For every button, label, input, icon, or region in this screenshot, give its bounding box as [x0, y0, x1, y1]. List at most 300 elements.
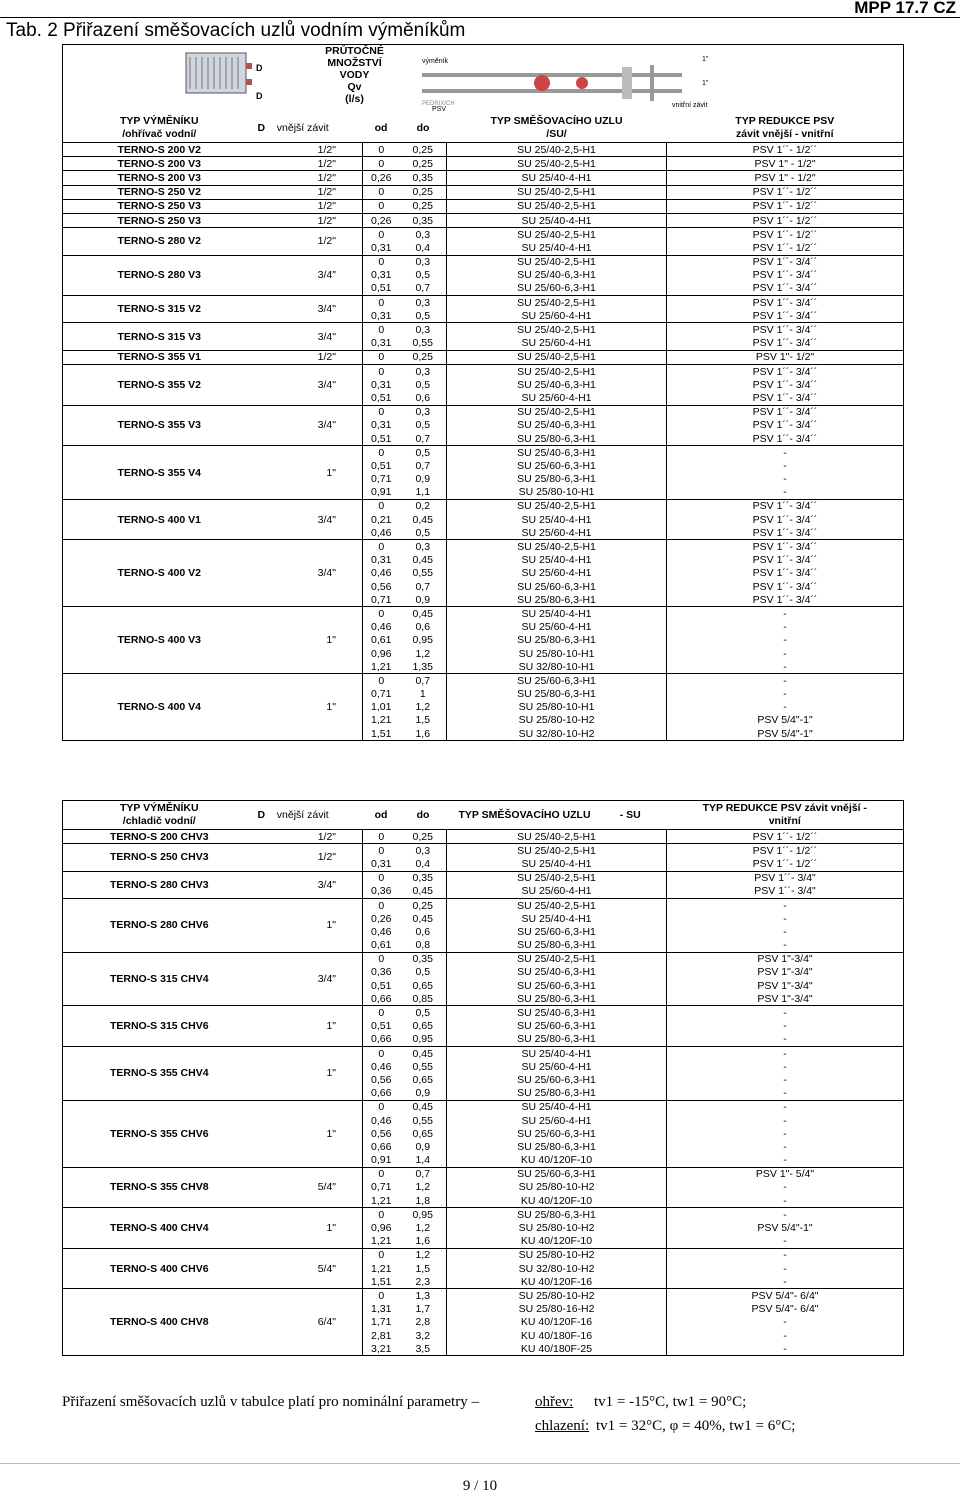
reduction-type: PSV 1´´- 1/2´´ — [667, 844, 904, 858]
mixing-unit-type: SU 25/60-6,3-H1 — [447, 1020, 667, 1033]
exchanger-type: TERNO-S 400 V3 — [63, 607, 256, 674]
flow-from: 0,71 — [363, 473, 400, 486]
exchanger-type: TERNO-S 200 V2 — [63, 143, 256, 157]
thread-size: 1" — [256, 674, 363, 741]
col-reduction-2-line1: TYP REDUKCE PSV závit vnější - — [702, 802, 867, 814]
exchanger-type: TERNO-S 400 CHV6 — [63, 1248, 256, 1289]
thread-size: 1" — [256, 1100, 363, 1167]
thread-size: 1/2" — [256, 228, 363, 255]
flow-from: 0,91 — [363, 486, 400, 500]
thread-size: 1/2" — [256, 171, 363, 185]
mixing-unit-type: KU 40/180F-16 — [447, 1329, 667, 1342]
exchanger-type: TERNO-S 280 V2 — [63, 228, 256, 255]
reduction-type: PSV 1´´- 1/2´´ — [667, 241, 904, 255]
flow-from: 0,31 — [363, 554, 400, 567]
flow-from: 0,51 — [363, 432, 400, 446]
flow-to: 1,4 — [400, 1154, 447, 1168]
reduction-type: - — [667, 446, 904, 460]
image-label-vymenik: výměník — [421, 58, 448, 65]
reduction-type: - — [667, 1154, 904, 1168]
reduction-type: PSV 1"-3/4" — [667, 992, 904, 1006]
mixing-unit-type: SU 25/80-6,3-H1 — [447, 432, 667, 446]
flow-to: 0,3 — [415, 296, 431, 309]
flow-to: 0,25 — [400, 199, 447, 213]
flow-to: 0,45 — [412, 1047, 433, 1060]
flow-to: 0,25 — [400, 157, 447, 171]
exchanger-type: TERNO-S 280 CHV6 — [63, 898, 256, 952]
flow-from: 0 — [363, 674, 400, 688]
flow-to: 0,7 — [415, 580, 431, 593]
flow-to: 0,5 — [415, 269, 431, 282]
mixing-unit-type: SU 25/40-4-H1 — [447, 912, 667, 925]
reduction-type: PSV 1´´- 3/4´´ — [667, 365, 904, 379]
mixing-unit-type: SU 25/60-4-H1 — [447, 567, 667, 580]
flow-to: 0,85 — [400, 992, 447, 1006]
reduction-type: - — [667, 1235, 904, 1249]
reduction-type: PSV 1´´- 1/2´´ — [667, 857, 904, 871]
flow-from: 0,66 — [363, 992, 400, 1006]
table-row — [63, 1047, 904, 1061]
flow-to: 0,45 — [412, 607, 433, 620]
mixing-unit-type: SU 25/80-10-H2 — [447, 1289, 667, 1303]
reduction-type: PSV 1´´- 1/2´´ — [667, 199, 904, 213]
exchanger-type: TERNO-S 355 V2 — [63, 365, 256, 406]
table-row — [63, 171, 904, 185]
flow-to: 0,5 — [400, 526, 447, 540]
mixing-unit-type: SU 25/40-2,5-H1 — [447, 255, 667, 269]
mixing-unit-type: SU 25/80-6,3-H1 — [447, 634, 667, 647]
col-from: od — [363, 114, 400, 143]
flow-to: 0,35 — [412, 953, 433, 966]
image-label-1a: 1" — [701, 56, 708, 63]
flow-to: 0,3 — [415, 365, 431, 378]
thread-size: 3/4" — [256, 952, 363, 1006]
flow-to: 1,2 — [415, 701, 431, 714]
flow-to: 0,8 — [400, 939, 447, 953]
flow-header-line2: MNOŽSTVÍ — [327, 57, 382, 69]
mixing-unit-type: SU 25/80-6,3-H1 — [447, 473, 667, 486]
flow-from: 0 — [363, 365, 400, 379]
reduction-type: PSV 1"-3/4" — [667, 979, 904, 992]
flow-from: 3,21 — [363, 1342, 400, 1356]
table-row — [63, 898, 904, 912]
flow-to: 0,3 — [415, 228, 431, 241]
col-from-2: od — [363, 801, 400, 830]
flow-to: 0,65 — [412, 1127, 433, 1140]
mixing-unit-type: SU 25/40-4-H1 — [447, 1100, 667, 1114]
thread-size: 1" — [256, 1047, 363, 1101]
flow-from: 0 — [363, 1208, 400, 1222]
exchanger-type: TERNO-S 355 V1 — [63, 350, 256, 364]
flow-to: 0,4 — [400, 241, 447, 255]
flow-from: 1,71 — [363, 1316, 400, 1329]
reduction-type: PSV 1´´- 3/4´´ — [667, 309, 904, 323]
flow-to: 0,45 — [412, 554, 433, 567]
flow-from: 0 — [363, 952, 400, 966]
flow-from: 0 — [363, 898, 400, 912]
flow-from: 0,51 — [363, 979, 400, 992]
col-reduction-line1: TYP REDUKCE PSV — [735, 115, 835, 127]
reduction-type: PSV 1´´- 3/4´´ — [667, 580, 904, 593]
mixing-unit-type: SU 32/80-10-H2 — [447, 1262, 667, 1275]
flow-to: 0,3 — [415, 844, 431, 857]
table-row — [63, 365, 904, 379]
flow-from: 0,31 — [363, 309, 400, 323]
mixing-unit-type: SU 25/60-4-H1 — [447, 337, 667, 351]
mixing-unit-type: SU 25/40-4-H1 — [447, 857, 667, 871]
table-row — [63, 540, 904, 554]
reduction-type: PSV 5/4"-1" — [667, 1221, 904, 1234]
thread-size: 1" — [256, 898, 363, 952]
mixing-unit-type: KU 40/120F-16 — [447, 1275, 667, 1289]
heating-label: ohřev: — [535, 1394, 574, 1410]
reduction-type: - — [667, 1114, 904, 1127]
flow-from: 0,46 — [363, 1060, 400, 1073]
flow-to: 1,7 — [415, 1303, 431, 1316]
reduction-type: - — [667, 1208, 904, 1222]
flow-from: 0,61 — [363, 939, 400, 953]
reduction-type: - — [667, 1060, 904, 1073]
reduction-type: PSV 1" - 1/2" — [667, 171, 904, 185]
mixing-unit-type: SU 25/40-2,5-H1 — [447, 228, 667, 242]
exchanger-type: TERNO-S 355 CHV4 — [63, 1047, 256, 1101]
flow-from: 0,51 — [363, 1020, 400, 1033]
flow-from: 0 — [363, 607, 400, 621]
flow-from: 0,26 — [363, 213, 400, 227]
mixing-unit-type: KU 40/120F-10 — [447, 1194, 667, 1208]
image-label-thread: vnitřní závit — [671, 102, 707, 109]
cooling-values: tv1 = 32°C, φ = 40%, tw1 = 6°C; — [596, 1418, 796, 1434]
flow-from: 0,61 — [363, 634, 400, 647]
mixing-unit-type: SU 25/60-4-H1 — [447, 621, 667, 634]
reduction-type: PSV 1´´- 3/4" — [667, 885, 904, 899]
flow-to: 1,2 — [415, 1249, 431, 1262]
flow-to: 0,65 — [412, 1073, 433, 1086]
flow-from: 0,26 — [363, 912, 400, 925]
reduction-type: PSV 1´´- 3/4´´ — [667, 593, 904, 607]
flow-header-line3: VODY — [339, 69, 370, 81]
exchanger-type: TERNO-S 250 V3 — [63, 199, 256, 213]
flow-from: 1,21 — [363, 1235, 400, 1249]
flow-from: 0,31 — [363, 857, 400, 871]
mixing-unit-type: SU 25/80-6,3-H1 — [447, 1033, 667, 1047]
flow-from: 0,26 — [363, 171, 400, 185]
reduction-type: PSV 5/4"-1" — [667, 727, 904, 741]
flow-to: 0,9 — [415, 1140, 431, 1153]
flow-to: 0,45 — [412, 1101, 433, 1114]
reduction-type: - — [667, 701, 904, 714]
thread-size: 3/4" — [256, 365, 363, 406]
flow-to: 0,4 — [400, 857, 447, 871]
col-unit — [447, 114, 667, 143]
col-type-2-line2: /chladič vodní/ — [122, 815, 196, 827]
reduction-type: PSV 5/4"- 6/4" — [667, 1289, 904, 1303]
image-label-d2: D — [256, 91, 263, 101]
col-d: D — [257, 122, 266, 134]
flow-to: 0,95 — [412, 1208, 433, 1221]
flow-to: 0,65 — [412, 1020, 433, 1033]
flow-to: 2,3 — [400, 1275, 447, 1289]
reduction-type: - — [667, 1047, 904, 1061]
table-row — [63, 1167, 904, 1181]
reduction-type: - — [667, 473, 904, 486]
thread-size: 3/4" — [256, 540, 363, 607]
flow-to: 0,55 — [412, 1060, 433, 1073]
exchanger-type: TERNO-S 200 CHV3 — [63, 830, 256, 844]
flow-from: 0,66 — [363, 1033, 400, 1047]
table-row — [63, 499, 904, 513]
reduction-type: PSV 1´´- 3/4´´ — [667, 432, 904, 446]
flow-from: 1,51 — [363, 1275, 400, 1289]
thread-size: 1/2" — [256, 199, 363, 213]
table-row — [63, 607, 904, 621]
reduction-type: PSV 1´´- 1/2´´ — [667, 228, 904, 242]
mixing-unit-type: SU 25/40-2,5-H1 — [447, 952, 667, 966]
reduction-type: - — [667, 1316, 904, 1329]
reduction-type: PSV 1´´- 3/4´´ — [667, 391, 904, 405]
thread-size: 1/2" — [256, 143, 363, 157]
flow-to: 1 — [419, 688, 426, 701]
col-unit-line2: /SU/ — [546, 128, 567, 140]
thread-size: 1/2" — [256, 844, 363, 871]
mixing-unit-type: SU 25/40-2,5-H1 — [447, 871, 667, 885]
flow-to: 1,5 — [415, 714, 431, 727]
exchanger-type: TERNO-S 315 V3 — [63, 323, 256, 350]
mixing-unit-type: SU 25/40-6,3-H1 — [447, 446, 667, 460]
reduction-type: - — [667, 1342, 904, 1356]
flow-from: 0,46 — [363, 567, 400, 580]
exchanger-type: TERNO-S 355 CHV8 — [63, 1167, 256, 1208]
table-row — [63, 405, 904, 419]
flow-to: 0,95 — [400, 1033, 447, 1047]
reduction-type: PSV 1´´- 3/4" — [667, 871, 904, 885]
reduction-type: - — [667, 898, 904, 912]
reduction-type: PSV 1´´- 3/4´´ — [667, 540, 904, 554]
flow-from: 0,71 — [363, 1181, 400, 1194]
heating-values: tv1 = -15°C, tw1 = 90°C; — [594, 1394, 747, 1410]
flow-from: 0,96 — [363, 1221, 400, 1234]
exchanger-type: TERNO-S 250 V3 — [63, 213, 256, 227]
page-title: Tab. 2 Přiřazení směšovacích uzlů vodním výměníkům — [6, 20, 466, 41]
reduction-type: - — [667, 1087, 904, 1101]
exchanger-type: TERNO-S 400 V2 — [63, 540, 256, 607]
table-row — [63, 844, 904, 858]
reduction-type: - — [667, 1181, 904, 1194]
exchanger-type: TERNO-S 315 CHV6 — [63, 1006, 256, 1047]
mixing-unit-type: SU 25/40-6,3-H1 — [447, 1006, 667, 1020]
flow-header-line1: PRŮTOČNÉ — [325, 45, 384, 57]
flow-to: 0,25 — [400, 350, 447, 364]
exchanger-type: TERNO-S 355 CHV6 — [63, 1100, 256, 1167]
flow-from: 0 — [363, 540, 400, 554]
flow-from: 0,71 — [363, 688, 400, 701]
flow-to: 0,45 — [412, 912, 433, 925]
reduction-type: - — [667, 1275, 904, 1289]
flow-from: 1,01 — [363, 701, 400, 714]
flow-to: 1,35 — [400, 660, 447, 674]
flow-to: 0,7 — [415, 459, 431, 472]
mixing-unit-type: SU 25/40-6,3-H1 — [447, 378, 667, 391]
reduction-type: - — [667, 1006, 904, 1020]
flow-from: 1,21 — [363, 1262, 400, 1275]
mixing-unit-type: SU 25/40-4-H1 — [447, 171, 667, 185]
thread-size: 1" — [256, 1006, 363, 1047]
reduction-type: - — [667, 674, 904, 688]
table-row — [63, 185, 904, 199]
thread-size: 3/4" — [256, 323, 363, 350]
mixing-unit-type: SU 25/60-6,3-H1 — [447, 674, 667, 688]
reduction-type: - — [667, 647, 904, 660]
mixing-unit-type: SU 25/40-6,3-H1 — [447, 966, 667, 979]
mixing-unit-type: SU 25/60-4-H1 — [447, 885, 667, 899]
flow-to: 1,2 — [415, 1181, 431, 1194]
mixing-unit-type: SU 32/80-10-H2 — [447, 727, 667, 741]
flow-to: 3,5 — [400, 1342, 447, 1356]
reduction-type: - — [667, 634, 904, 647]
flow-from: 0,31 — [363, 378, 400, 391]
flow-to: 0,25 — [412, 899, 433, 912]
mixing-unit-type: SU 25/60-6,3-H1 — [447, 1127, 667, 1140]
mixing-unit-type: SU 25/60-4-H1 — [447, 1114, 667, 1127]
mixing-unit-type: SU 25/40-4-H1 — [447, 607, 667, 621]
flow-to: 1,6 — [400, 727, 447, 741]
reduction-type: PSV 1´´- 3/4´´ — [667, 323, 904, 337]
flow-from: 0 — [363, 1248, 400, 1262]
reduction-type: PSV 1"-3/4" — [667, 966, 904, 979]
flow-from: 0 — [363, 871, 400, 885]
mixing-unit-type: SU 25/60-6,3-H1 — [447, 1167, 667, 1181]
flow-to: 0,25 — [400, 143, 447, 157]
reduction-type: PSV 1´´- 3/4´´ — [667, 269, 904, 282]
flow-to: 0,3 — [415, 541, 431, 554]
mixing-unit-type: SU 25/60-6,3-H1 — [447, 580, 667, 593]
mixing-unit-type: SU 25/40-4-H1 — [447, 554, 667, 567]
flow-from: 0 — [363, 1289, 400, 1303]
reduction-type: - — [667, 1140, 904, 1153]
flow-to: 0,3 — [415, 256, 431, 269]
exchanger-type: TERNO-S 400 CHV8 — [63, 1289, 256, 1356]
mixing-unit-image — [402, 45, 902, 111]
table-row — [63, 1100, 904, 1114]
flow-from: 0 — [363, 830, 400, 844]
flow-from: 0,56 — [363, 580, 400, 593]
mixing-unit-type: SU 25/40-2,5-H1 — [447, 499, 667, 513]
flow-to: 0,55 — [400, 337, 447, 351]
flow-to: 0,65 — [412, 979, 433, 992]
mixing-unit-type: SU 25/60-6,3-H1 — [447, 979, 667, 992]
mixing-unit-type: SU 25/80-6,3-H1 — [447, 593, 667, 607]
exchanger-type: TERNO-S 250 V2 — [63, 185, 256, 199]
flow-to: 0,9 — [400, 593, 447, 607]
flow-from: 1,31 — [363, 1303, 400, 1316]
thread-size: 1/2" — [256, 185, 363, 199]
reduction-type: - — [667, 1033, 904, 1047]
mixing-unit-type: SU 25/40-6,3-H1 — [447, 419, 667, 432]
mixing-unit-type: SU 25/40-2,5-H1 — [447, 185, 667, 199]
mixing-unit-type: SU 25/80-6,3-H1 — [447, 992, 667, 1006]
exchanger-type: TERNO-S 200 V3 — [63, 157, 256, 171]
image-label-d1: D — [256, 63, 263, 73]
col-unit-2 — [447, 801, 667, 830]
flow-from: 0 — [363, 185, 400, 199]
reduction-type: - — [667, 1127, 904, 1140]
flow-to: 0,5 — [415, 419, 431, 432]
flow-from: 0,36 — [363, 885, 400, 899]
flow-from: 0 — [363, 296, 400, 310]
mixing-unit-type: KU 40/120F-16 — [447, 1316, 667, 1329]
thread-size: 5/4" — [256, 1167, 363, 1208]
exchanger-type: TERNO-S 355 V4 — [63, 446, 256, 500]
reduction-type: PSV 5/4"-1" — [667, 714, 904, 727]
flow-from: 0,66 — [363, 1087, 400, 1101]
flow-from: 1,21 — [363, 1194, 400, 1208]
table-row — [63, 674, 904, 688]
mixing-unit-type: SU 25/60-6,3-H1 — [447, 459, 667, 472]
reduction-type: PSV 1´´- 3/4´´ — [667, 419, 904, 432]
flow-from: 0,51 — [363, 282, 400, 296]
thread-size: 1/2" — [256, 157, 363, 171]
exchanger-type: TERNO-S 315 V2 — [63, 296, 256, 323]
flow-from: 0,21 — [363, 513, 400, 526]
mixing-unit-type: SU 25/40-4-H1 — [447, 513, 667, 526]
mixing-unit-type: SU 25/80-10-H1 — [447, 701, 667, 714]
table-row — [63, 830, 904, 844]
mixing-unit-type: SU 25/40-2,5-H1 — [447, 199, 667, 213]
mixing-unit-type: SU 25/40-2,5-H1 — [447, 157, 667, 171]
exchanger-type: TERNO-S 400 V1 — [63, 499, 256, 540]
flow-to: 0,7 — [400, 282, 447, 296]
reduction-type: PSV 1´´- 3/4´´ — [667, 255, 904, 269]
thread-size: 5/4" — [256, 1248, 363, 1289]
mixing-unit-type: SU 25/80-6,3-H1 — [447, 1140, 667, 1153]
flow-to: 0,9 — [415, 473, 431, 486]
mixing-unit-type: SU 25/80-6,3-H1 — [447, 688, 667, 701]
flow-to: 1,1 — [400, 486, 447, 500]
flow-header — [310, 45, 400, 115]
col-type — [63, 114, 256, 143]
col-reduction-2 — [667, 801, 904, 830]
flow-from: 0,56 — [363, 1127, 400, 1140]
flow-from: 0,31 — [363, 419, 400, 432]
flow-from: 0,46 — [363, 1114, 400, 1127]
table-row — [63, 1006, 904, 1020]
image-label-psv: PSV — [431, 106, 446, 111]
flow-header-line5: (l/s) — [345, 93, 364, 105]
reduction-type: PSV 1"- 1/2" — [667, 350, 904, 364]
flow-header-line4: Qv — [347, 81, 362, 93]
exchanger-type: TERNO-S 400 V4 — [63, 674, 256, 741]
reduction-type: - — [667, 688, 904, 701]
exchanger-image — [66, 45, 306, 111]
flow-to: 0,25 — [400, 830, 447, 844]
mixing-unit-type: SU 25/60-6,3-H1 — [447, 1073, 667, 1086]
flow-from: 0 — [363, 323, 400, 337]
mixing-unit-type: SU 25/80-6,3-H1 — [447, 939, 667, 953]
reduction-type: - — [667, 925, 904, 938]
mixing-unit-type: SU 25/40-4-H1 — [447, 213, 667, 227]
mixing-unit-type: SU 25/40-4-H1 — [447, 241, 667, 255]
flow-from: 1,21 — [363, 714, 400, 727]
thread-size: 1/2" — [256, 213, 363, 227]
reduction-type: PSV 1´´- 3/4´´ — [667, 513, 904, 526]
mixing-unit-type: SU 32/80-10-H1 — [447, 660, 667, 674]
exchanger-picture-cell — [63, 45, 310, 115]
mixing-unit-type: SU 25/40-2,5-H1 — [447, 844, 667, 858]
reduction-type: - — [667, 459, 904, 472]
table-row — [63, 157, 904, 171]
reduction-type: PSV 5/4"- 6/4" — [667, 1303, 904, 1316]
mixing-unit-picture-cell — [400, 45, 904, 115]
